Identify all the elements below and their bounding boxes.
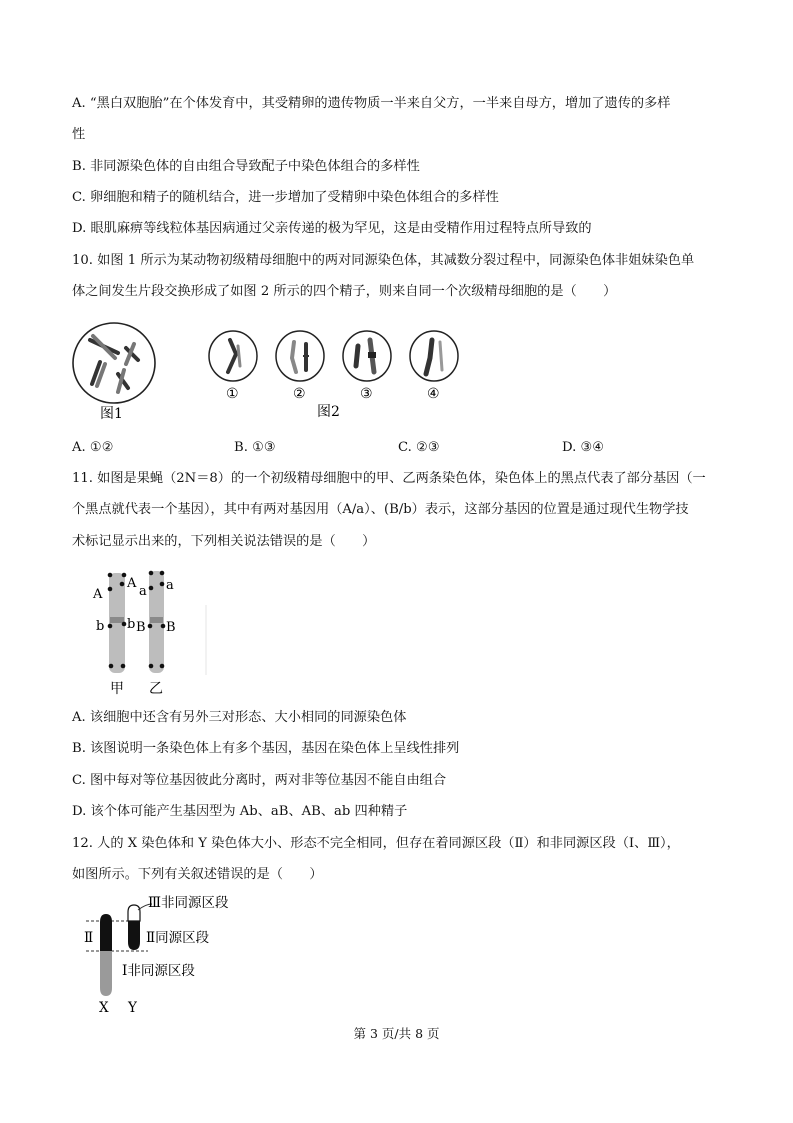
sperm-4 <box>410 331 458 381</box>
q12-stem-line2: 如图所示。下列有关叙述错误的是（ ） <box>72 867 323 882</box>
q10-stem-line2: 体之间发生片段交换形成了如图 2 所示的四个精子，则来自同一个次级精母细胞的是（ ） <box>72 284 617 299</box>
q9-option-d: D. 眼肌麻痹等线粒体基因病通过父亲传递的极为罕见，这是由受精作用过程特点所导致的 <box>72 221 592 236</box>
sperm-2-label: ② <box>293 386 306 402</box>
q11-option-b: B. 该图说明一条染色体上有多个基因，基因在染色体上呈线性排列 <box>72 741 460 756</box>
q11-option-d: D. 该个体可能产生基因型为 Ab、aB、AB、ab 四种精子 <box>72 804 408 819</box>
label-region-II-left: Ⅱ <box>84 930 94 946</box>
figure-1-cell <box>73 323 155 403</box>
gene-B-right: B <box>166 620 176 635</box>
sperm-3 <box>343 331 391 381</box>
sperm-3-label: ③ <box>360 386 373 402</box>
label-region-I: Ⅰ非同源区段 <box>122 963 195 979</box>
q12-xy-figure <box>72 890 282 1018</box>
gene-b-left: b <box>96 619 105 634</box>
q9-option-a-line2: 性 <box>72 127 86 142</box>
figure-2-label: 图2 <box>317 404 340 420</box>
gene-a-right: a <box>166 578 174 593</box>
figure-1-label: 图1 <box>100 406 123 422</box>
label-jia: 甲 <box>110 681 124 697</box>
q11-chromosome-figure <box>86 565 216 700</box>
q11-stem-line1: 11. 如图是果蝇（2N＝8）的一个初级精母细胞中的甲、乙两条染色体，染色体上的黑点代表了部分基因（一 <box>72 471 706 486</box>
gene-A-right: A <box>127 576 137 591</box>
q10-option-a: A. ①② <box>72 440 114 455</box>
q11-stem-line2: 个黑点就代表一个基因），其中有两对基因用（A/a）、(B/b）表示，这部分基因的位置是通过现代生物学技 <box>72 502 689 517</box>
q12-stem-line1: 12. 人的 X 染色体和 Y 染色体大小、形态不完全相同，但存在着同源区段（Ⅱ）和非同源区段（Ⅰ、Ⅲ）， <box>72 836 680 851</box>
y-chromosome <box>128 905 140 950</box>
q9-option-b: B. 非同源染色体的自由组合导致配子中染色体组合的多样性 <box>72 159 420 174</box>
q10-option-b: B. ①③ <box>234 440 276 455</box>
q10-figures <box>60 318 480 428</box>
sperm-2 <box>276 331 324 381</box>
q9-option-a-line1: A. “黑白双胞胎”在个体发育中，其受精卵的遗传物质一半来自父方，一半来自母方，增加了遗传的多样 <box>72 96 671 111</box>
gene-A-left: A <box>93 587 103 602</box>
sperm-1-label: ① <box>226 386 239 402</box>
gene-a-left: a <box>139 584 147 599</box>
label-y: Y <box>128 1000 137 1016</box>
x-chromosome <box>100 914 112 996</box>
label-yi: 乙 <box>149 681 163 697</box>
label-region-III: Ⅲ非同源区段 <box>148 895 229 911</box>
q10-option-d: D. ③④ <box>562 440 605 455</box>
q10-option-c: C. ②③ <box>398 440 440 455</box>
q9-option-c: C. 卵细胞和精子的随机结合，进一步增加了受精卵中染色体组合的多样性 <box>72 190 499 205</box>
label-region-II: Ⅱ同源区段 <box>146 930 210 946</box>
q10-stem-line1: 10. 如图 1 所示为某动物初级精母细胞中的两对同源染色体，其减数分裂过程中，同源染色体非姐妹染色单 <box>72 253 695 268</box>
label-x: X <box>99 1000 109 1016</box>
gene-b-right: b <box>127 617 136 632</box>
sperm-4-label: ④ <box>427 386 440 402</box>
q11-option-a: A. 该细胞中还含有另外三对形态、大小相同的同源染色体 <box>72 710 407 725</box>
page-footer: 第 3 页/共 8 页 <box>353 1026 440 1041</box>
q11-stem-line3: 术标记显示出来的，下列相关说法错误的是（ ） <box>72 534 376 549</box>
gene-B-left: B <box>136 620 146 635</box>
q11-option-c: C. 图中每对等位基因彼此分离时，两对非等位基因不能自由组合 <box>72 773 447 788</box>
sperm-1 <box>209 331 257 381</box>
